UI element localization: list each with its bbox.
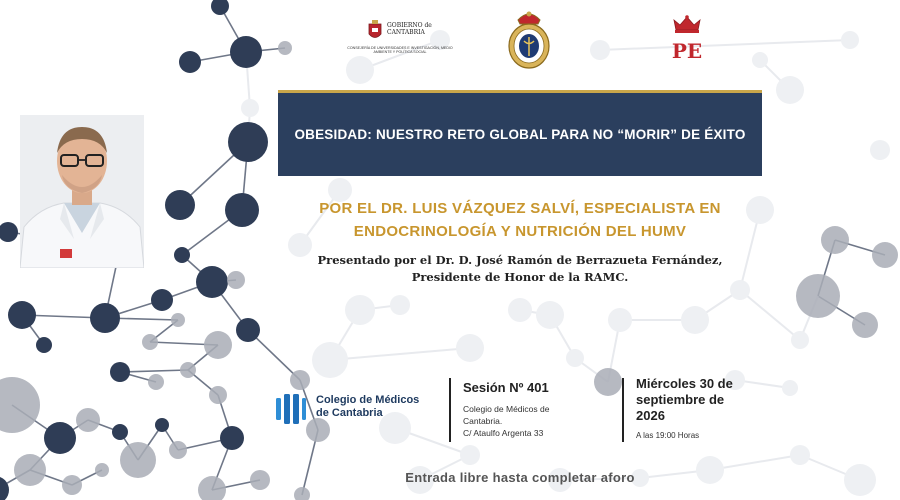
colegio-bars-icon [276, 394, 306, 424]
molecule-atom [76, 408, 100, 432]
royal-academy-seal-icon [506, 8, 552, 70]
molecule-atom [225, 193, 259, 227]
presenter-line-2: Presidente de Honor de la RAMC. [411, 270, 629, 284]
molecule-atom [312, 342, 348, 378]
presenter-line-1: Presentado por el Dr. D. José Ramón de Berrazueta Fernández, [317, 253, 723, 267]
molecule-atom [278, 41, 292, 55]
colegio-name-line-2: de Cantabria [316, 407, 383, 419]
molecule-atom [841, 31, 859, 49]
session-number: Sesión Nº 401 [463, 380, 549, 395]
molecule-atom [220, 426, 244, 450]
molecule-atom [204, 331, 232, 359]
molecule-atom [0, 377, 40, 433]
gobierno-name: GOBIERNO de CANTABRIA [387, 22, 432, 36]
event-date-line-1: Miércoles 30 de [636, 376, 733, 391]
molecule-atom [790, 445, 810, 465]
molecule-atom [112, 424, 128, 440]
molecule-atom [752, 52, 768, 68]
molecule-atom [196, 266, 228, 298]
molecule-atom [821, 226, 849, 254]
molecule-atom [681, 306, 709, 334]
molecule-atom [0, 476, 9, 500]
molecule-atom [508, 298, 532, 322]
molecule-atom [180, 362, 196, 378]
molecule-atom [460, 445, 480, 465]
event-time: A las 19:00 Horas [636, 431, 700, 440]
event-title: OBESIDAD: NUESTRO RETO GLOBAL PARA NO “MORIR” DE ÉXITO [294, 127, 746, 142]
molecule-atom [872, 242, 898, 268]
molecule-atom [14, 454, 46, 486]
event-date-line-3: 2026 [636, 408, 665, 423]
molecule-atom [390, 295, 410, 315]
molecule-bond [330, 348, 470, 360]
colegio-name [316, 394, 419, 420]
molecule-atom [0, 222, 18, 242]
molecule-atom [174, 247, 190, 263]
molecule-atom [345, 295, 375, 325]
speaker-line-1: POR EL DR. LUIS VÁZQUEZ SALVÍ, ESPECIALISTA EN [319, 200, 721, 217]
crown-icon [668, 14, 706, 64]
molecule-bond [740, 290, 800, 340]
title-banner [278, 90, 762, 176]
session-location-line-1: Colegio de Médicos de [463, 404, 550, 414]
molecule-atom [594, 368, 622, 396]
molecule-atom [169, 441, 187, 459]
molecule-atom [230, 36, 262, 68]
molecule-atom [142, 334, 158, 350]
molecule-atom [294, 487, 310, 500]
session-location-line-2: Cantabria. [463, 416, 503, 426]
molecule-atom [171, 313, 185, 327]
molecule-atom [95, 463, 109, 477]
molecule-atom [179, 51, 201, 73]
molecule-atom [241, 99, 259, 117]
molecule-bond [120, 370, 188, 372]
event-date [636, 376, 776, 424]
molecule-bond [600, 40, 850, 50]
molecule-atom [782, 380, 798, 396]
divider-right [622, 378, 624, 442]
molecule-atom [852, 312, 878, 338]
molecule-atom [250, 470, 270, 490]
session-location-line-3: C/ Ataulfo Argenta 33 [463, 428, 544, 438]
molecule-atom [62, 475, 82, 495]
molecule-atom [8, 301, 36, 329]
molecule-atom [236, 318, 260, 342]
molecule-atom [198, 476, 226, 500]
molecule-atom [590, 40, 610, 60]
molecule-atom [44, 422, 76, 454]
presenter-info [278, 252, 762, 286]
molecule-atom [148, 374, 164, 390]
speaker-portrait [20, 115, 144, 268]
footer-note: Entrada libre hasta completar aforo [405, 470, 635, 485]
molecule-atom [90, 303, 120, 333]
gobierno-cantabria-logo [345, 18, 455, 62]
colegio-name-line-1: Colegio de Médicos [316, 394, 420, 406]
gobierno-subtitle: CONSEJERÍA DE UNIVERSIDADES E INVESTIGACIÓN, MEDIO AMBIENTE Y POLÍTICA SOCIAL [347, 46, 453, 55]
molecule-atom [120, 442, 156, 478]
molecule-atom [870, 140, 890, 160]
molecule-atom [209, 386, 227, 404]
molecule-atom [290, 370, 310, 390]
molecule-atom [536, 301, 564, 329]
molecule-atom [227, 271, 245, 289]
speaker-line-2: ENDOCRINOLOGÍA Y NUTRICIÓN DEL HUMV [353, 223, 687, 240]
molecule-atom [36, 337, 52, 353]
molecule-atom [456, 334, 484, 362]
molecule-atom [796, 274, 840, 318]
molecule-atom [844, 464, 876, 496]
session-location [463, 403, 613, 439]
pe-logo [668, 14, 706, 64]
speaker-info [278, 197, 762, 243]
molecule-atom [110, 362, 130, 382]
colegio-medicos-logo [276, 392, 436, 428]
molecule-atom [211, 0, 229, 15]
molecule-atom [151, 289, 173, 311]
pe-letters: PE [671, 39, 703, 63]
event-date-line-2: septiembre de [636, 392, 725, 407]
molecule-atom [566, 349, 584, 367]
molecule-atom [165, 190, 195, 220]
molecule-atom [155, 418, 169, 432]
molecule-atom [228, 122, 268, 162]
molecule-atom [608, 308, 632, 332]
divider-left [449, 378, 451, 442]
molecule-atom [776, 76, 804, 104]
molecule-atom [791, 331, 809, 349]
cantabria-shield-icon [367, 20, 383, 42]
